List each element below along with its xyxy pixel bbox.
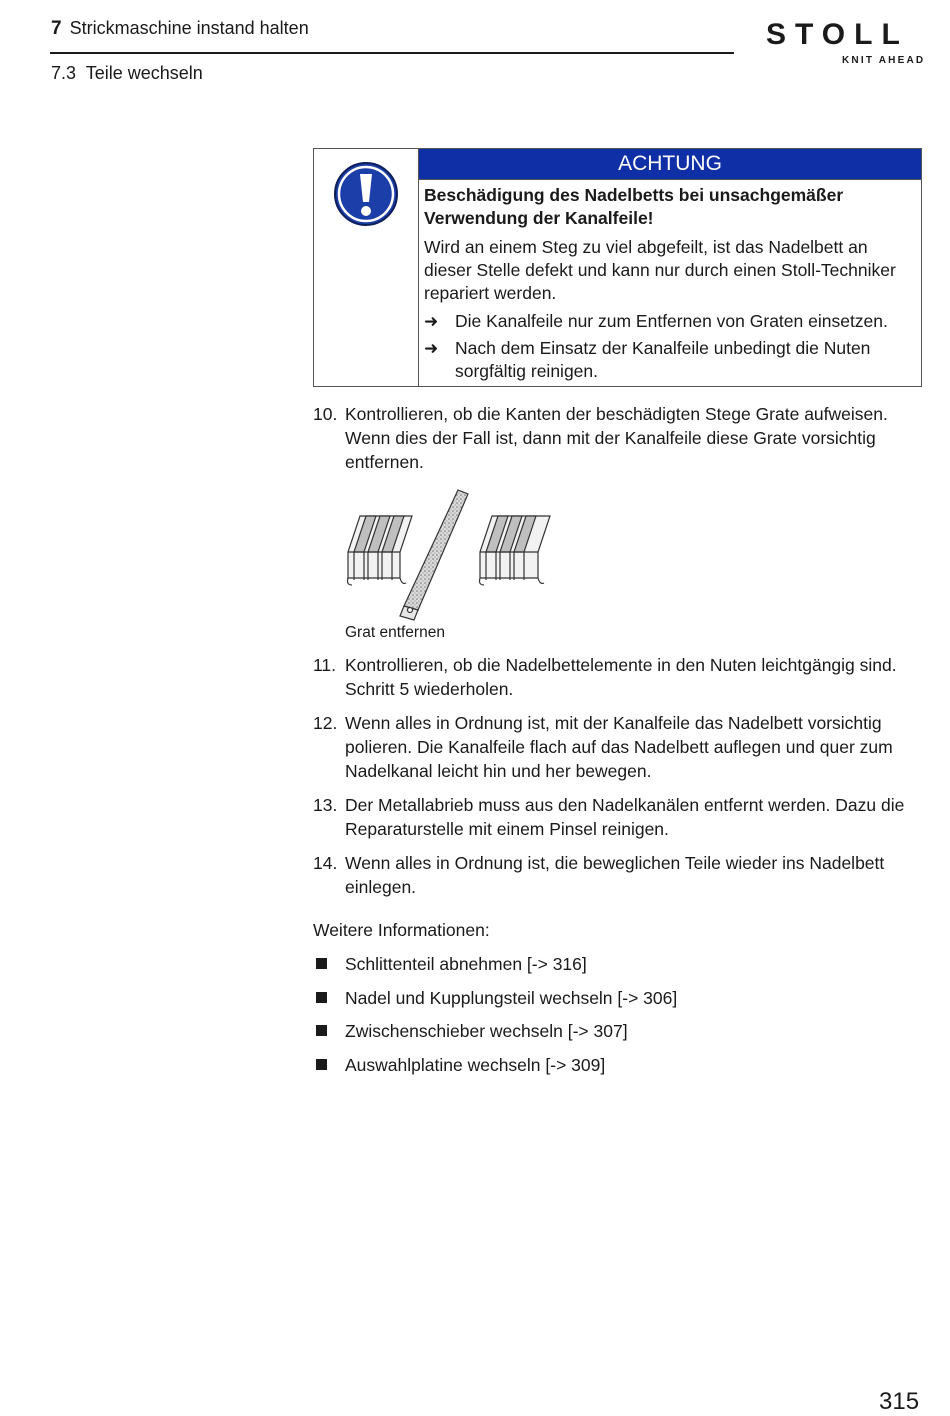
step-item (313, 402, 925, 474)
step-number: 14. (313, 853, 338, 873)
step-text: Kontrollieren, ob die Kanten der beschädigten Stege Grate aufweisen. Wenn dies der Fall ist, dann mit der Kanalfeile diese Grate vorsichtig entfernen. (345, 404, 888, 472)
brand-tagline: KNIT AHEAD (842, 55, 926, 66)
page-number: 315 (879, 1388, 920, 1415)
figure-caption: Grat entfernen (345, 624, 445, 641)
steps-list-b (313, 653, 925, 909)
channel-file (400, 490, 468, 620)
step-number: 12. (313, 713, 338, 733)
reference-link[interactable]: Schlittenteil abnehmen [-> 316] (345, 954, 587, 974)
step-item (313, 653, 925, 701)
reference-link-item[interactable] (313, 1019, 913, 1053)
reference-link[interactable]: Auswahlplatine wechseln [-> 309] (345, 1054, 606, 1075)
needle-bed-left (348, 516, 413, 585)
warning-box (313, 148, 922, 387)
square-bullet-icon (316, 992, 327, 1003)
warning-bullets (424, 310, 915, 383)
warning-banner: ACHTUNG (419, 149, 921, 180)
step-text: Wenn alles in Ordnung ist, mit der Kanalfeile das Nadelbett vorsichtig polieren. Die Kanalfeile flach auf das Nadelbett auflegen und quer zum Nadelkanal leicht hin und her bewegen. (345, 713, 893, 781)
brand-logo: STOLL (766, 18, 909, 51)
chapter-heading (51, 18, 309, 40)
step-text: Der Metallabrieb muss aus den Nadelkanälen entfernt werden. Dazu die Reparaturstelle mit einem Pinsel reinigen. (345, 795, 905, 839)
step-number: 11. (313, 655, 337, 675)
square-bullet-icon (316, 958, 327, 969)
exclamation-icon (333, 161, 399, 227)
warning-text: Wird an einem Steg zu viel abgefeilt, ist das Nadelbett an dieser Stelle defekt und kann nur durch einen Stoll-Techniker repariert werden. (424, 237, 896, 303)
step-text: Wenn alles in Ordnung ist, die beweglichen Teile wieder ins Nadelbett einlegen. (345, 853, 885, 897)
more-info-links (313, 952, 913, 1086)
more-info-heading: Weitere Informationen: (313, 920, 490, 940)
reference-link-item[interactable] (313, 986, 913, 1020)
reference-link-item[interactable] (313, 952, 913, 986)
warning-title: Beschädigung des Nadelbetts bei unsachgemäßer Verwendung der Kanalfeile! (424, 185, 844, 228)
square-bullet-icon (316, 1025, 327, 1036)
arrow-right-icon: ➜ (424, 312, 439, 331)
step-item (313, 711, 925, 783)
step-number: 10. (313, 404, 338, 424)
square-bullet-icon (316, 1059, 327, 1070)
header-divider (50, 52, 734, 54)
step-text: Kontrollieren, ob die Nadelbettelemente in den Nuten leichtgängig sind. Schritt 5 wiederholen. (345, 655, 897, 699)
reference-link-item[interactable] (313, 1053, 913, 1087)
file-deburring-illustration (340, 486, 560, 621)
warning-body (424, 184, 915, 387)
chapter-title: Strickmaschine instand halten (69, 18, 309, 38)
section-title: 7.3 Teile wechseln (51, 63, 203, 83)
reference-link[interactable]: Zwischenschieber wechseln [-> 307] (345, 1021, 628, 1041)
chapter-number: 7 (51, 18, 62, 39)
warning-icon-cell (314, 149, 419, 386)
warning-bullet: ➜ Die Kanalfeile nur zum Entfernen von Graten einsetzen. (424, 311, 888, 331)
arrow-right-icon: ➜ (424, 339, 439, 358)
step-item (313, 793, 925, 841)
step-item (313, 851, 925, 899)
reference-link[interactable]: Nadel und Kupplungsteil wechseln [-> 306] (345, 987, 678, 1008)
steps-list-a (313, 402, 925, 484)
needle-bed-right (480, 516, 551, 585)
step-number: 13. (313, 795, 338, 815)
warning-bullet: ➜ Nach dem Einsatz der Kanalfeile unbedingt die Nuten sorgfältig reinigen. (424, 338, 871, 381)
